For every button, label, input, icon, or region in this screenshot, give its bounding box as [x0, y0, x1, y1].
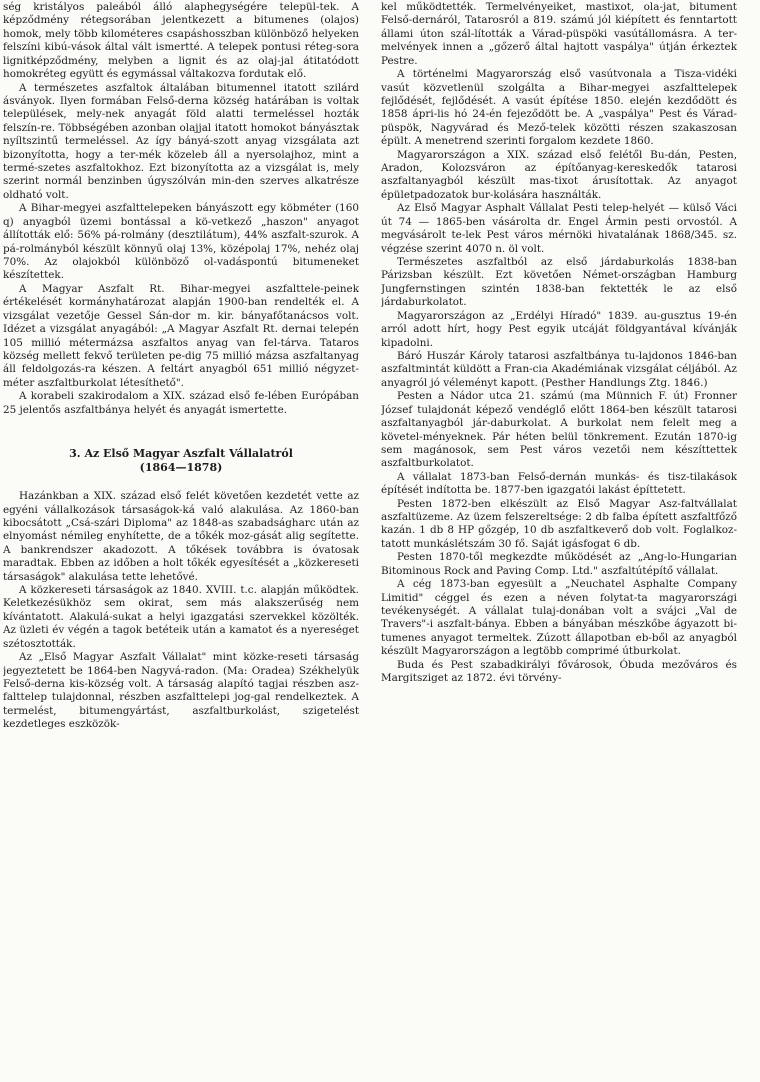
paragraph: Az „Első Magyar Aszfalt Vállalat" mint közke-reseti társaság jegyeztetett be 1864-ben Nagyvá-radon. (Ma: Oradea) Székhelyük Felső-derna kis-község volt. A társaság alapító tagjai részben asz-falttelep tulajdonnal, részben aszfalttelepi jog-gal rendelkeztek. A termelést, bitumengyártást, aszfaltburkolást, szigetelést kezdetleges eszközök- [3, 651, 359, 731]
paragraph: A történelmi Magyarország első vasútvonala a Tisza-vidéki vasút közvetlenül szolgálta a Bihar-megyei aszfalttelepek fejlődését, fejlődését. A vasút építése 1850. elején kezdődött és 1858 ápri-lis hó 24-én fejeződött be. A „vaspálya" Pest és Várad-püspök, Nagyvárad és Mező-telek közötti részen szakaszosan épült. A menetrend szerinti forgalom kezdete 1860. [381, 68, 737, 148]
section-heading [3, 447, 359, 474]
paragraph: A korabeli szakirodalom a XIX. század első fe-lében Európában 25 jelentős aszfaltbánya helyét és anyagát ismertette. [3, 390, 359, 416]
paragraph: A Bihar-megyei aszfalttelepeken bányászott egy köbméter (160 q) anyagból üzemi bontással a kö-vetkező „haszon" anyagot állították elő: 56% pá-rolmány (desztilátum), 44% aszfalt-szurok. A pá-rolmányból készült könnyű olaj 13%, középolaj 17%, nehéz olaj 70%. Az olajokból különböző ol-vadáspontú bitumeneket készítettek. [3, 202, 359, 282]
section-title: 3. Az Első Magyar Aszfalt Vállalatról [69, 447, 293, 461]
paragraph: A közkereseti társaságok az 1840. XVIII. t.c. alapján működtek. Keletkezésükhöz sem okirat, sem más alakszerűség nem kívántatott. Alakulá-sukat a helyi igazgatási szervekkel közölték. Az üzleti év végén a tagok betéteik után a kamatot és a nyereséget szétosztották. [3, 584, 359, 650]
paragraph: Pesten a Nádor utca 21. számú (ma Münnich F. út) Fronner József tulajdonát képező vendéglő előtt 1864-ben készült tatarosi aszfaltanyagból jár-daburkolat. A burkolat nem felelt meg a követel-ményeknek. Pár héten belül tönkrement. Ezután 1870-ig sem magánosok, sem Pest város vezetői nem készíttettek aszfaltburkolatot. [381, 390, 737, 470]
paragraph: Magyarországon az „Erdélyi Híradó" 1839. au-gusztus 19-én arról adott hírt, hogy Pest egyik utcáját földgyantával kívánják kipadolni. [381, 309, 737, 349]
paragraph: A cég 1873-ban egyesült a „Neuchatel Asphalte Company Limitid" céggel és ezen a néven folytat-ta magyarországi tevékenységét. A vállalat tulaj-donában volt a svájci „Val de Travers"-i aszfalt-bánya. Ebben a bányában mészkőbe ágyazott bi-tumenes anyagot termeltek. Zúzott állapotban eb-ből az anyagból készült Magyarországon a legtöbb comprimé útburkolat. [381, 578, 737, 658]
paragraph: A természetes aszfaltok általában bitumennel itatott szilárd ásványok. Ilyen formában Felső-derna község határában is voltak települések, mely-nek anyagát föld alatti termeléssel hozták felszín-re. Többségében azonban olajjal itatott homokot bányásztak nyíltszintű termeléssel. Az így bányá-szott anyag vizsgálata azt bizonyította, hogy a ter-mék közeleb áll a nyersolajhoz, mint a termé-szetes aszfaltokhoz. Ezt bizonyította az a vizsgálat is, mely szerint normál benzinben úgyszólván min-den szerves alkatrésze oldható volt. [3, 81, 359, 201]
paragraph: A vállalat 1873-ban Felső-dernán munkás- és tisz-tilakások építését indította be. 1877-ben igazgatói lakást építtetett. [381, 470, 737, 497]
paragraph: Magyarországon a XIX. század első felétől Bu-dán, Pesten, Aradon, Kolozsváron az építőanyag-kereskedők tatarosi aszfaltanyagból készült mas-tixot árusítottak. Az anyagot épületpadozatok bur-kolására használták. [381, 148, 737, 201]
paragraph: A Magyar Aszfalt Rt. Bihar-megyei aszfalttele-peinek értékelését kormányhatározat alapján 1900-ban rendelték el. A vizsgálat vezetője Gessel Sán-dor m. kir. bányafőtanácsos volt. Idézet a vizsgálat anyagából: „A Magyar Aszfalt Rt. dernai telepén 105 millió métermázsa aszfaltos anyag van fel-tárva. Tataros község mellett fekvő területen pe-dig 75 millió mázsa aszfaltanyag áll feldolgozás-ra készen. A feltárt anyagból 651 millió négyzet-méter aszfaltburkolat létesíthető". [3, 282, 359, 389]
paragraph: Az Első Magyar Asphalt Vállalat Pesti telep-helyét — külső Váci út 74 — 1865-ben vásárolta dr. Engel Ármin pesti orvostól. A megvásárolt te-lek Pest város mérnöki hivatalának 1868/345. sz. végzése szerint 4070 n. öl volt. [381, 202, 737, 255]
paragraph: Természetes aszfaltból az első járdaburkolás 1838-ban Párizsban készült. Ezt követően Német-országban Hamburg Jungfernstingen szintén 1838-ban fektették le az első járdaburkolatot. [381, 256, 737, 309]
section-date-range: (1864—1878) [139, 460, 223, 474]
paragraph: Hazánkban a XIX. század első felét követően kezdetét vette az egyéni vállalkozások társaságok-ká való alakulása. Az 1860-ban kibocsátott „Csá-szári Diploma" az 1848-as szabadságharc után az elnyomást némileg enyhítette, de a tőkék moz-gását alig segítette. A bankrendszer akadozott. A tőkések továbbra is óvatosak maradtak. Ebben az időben a holt tőkék egyesítését a „közkereseti társaságok" alakulása tette lehetővé. [3, 490, 359, 583]
left-column [3, 1, 359, 1082]
paragraph: Buda és Pest szabadkirályi fővárosok, Óbuda mezőváros és Margitsziget az 1872. évi törvény- [381, 658, 737, 685]
paragraph: kel működtették. Termelvényeiket, mastixot, ola-jat, bitument Felső-dernáról, Tatarosról a 819. számú jól kiépített és fenntartott állami úton szál-lították a Várad-püspöki vasútállomásra. A ter-melvények innen a „gőzerő által hajtott vaspálya" útján érkeztek Pestre. [381, 1, 737, 67]
paragraph: Pesten 1872-ben elkészült az Első Magyar Asz-faltvállalat aszfaltüzeme. Az üzem felszereltsége: 2 db falba épített aszfaltfőző kazán. 1 db 8 HP gőzgép, 10 db aszfaltkeverő dob volt. Foglalkoz-tatott munkáslétszám 30 fő. Saját igásfogat 6 db. [381, 497, 737, 550]
paragraph: Báró Huszár Károly tatarosi aszfaltbánya tu-lajdonos 1846-ban aszfaltmintát küldött a Fran-cia Akadémiának vizsgálat céljából. Az anyagról jó véleményt kapott. (Pesther Handlungs Ztg. 1846.) [381, 349, 737, 389]
paragraph: Pesten 1870-től megkezdte működését az „Ang-lo-Hungarian Bitominous Rock and Paving Comp. Ltd." aszfaltútépítő vállalat. [381, 551, 737, 577]
right-column [381, 1, 737, 1082]
paragraph: ség kristályos paleából álló alaphegységére települ-tek. A képződmény rétegsorában jelentkezett a bitumenes (olajos) homok, mely több kilométeres csapáshosszban különböző helyeken felszíni kibú-vások által vált ismertté. A telepek pontusi réteg-sora lignitképződmény, melyben a lignit és az olaj-jal átitatódott homokréteg együtt és egymással váltakozva fordutak elő. [3, 1, 359, 81]
